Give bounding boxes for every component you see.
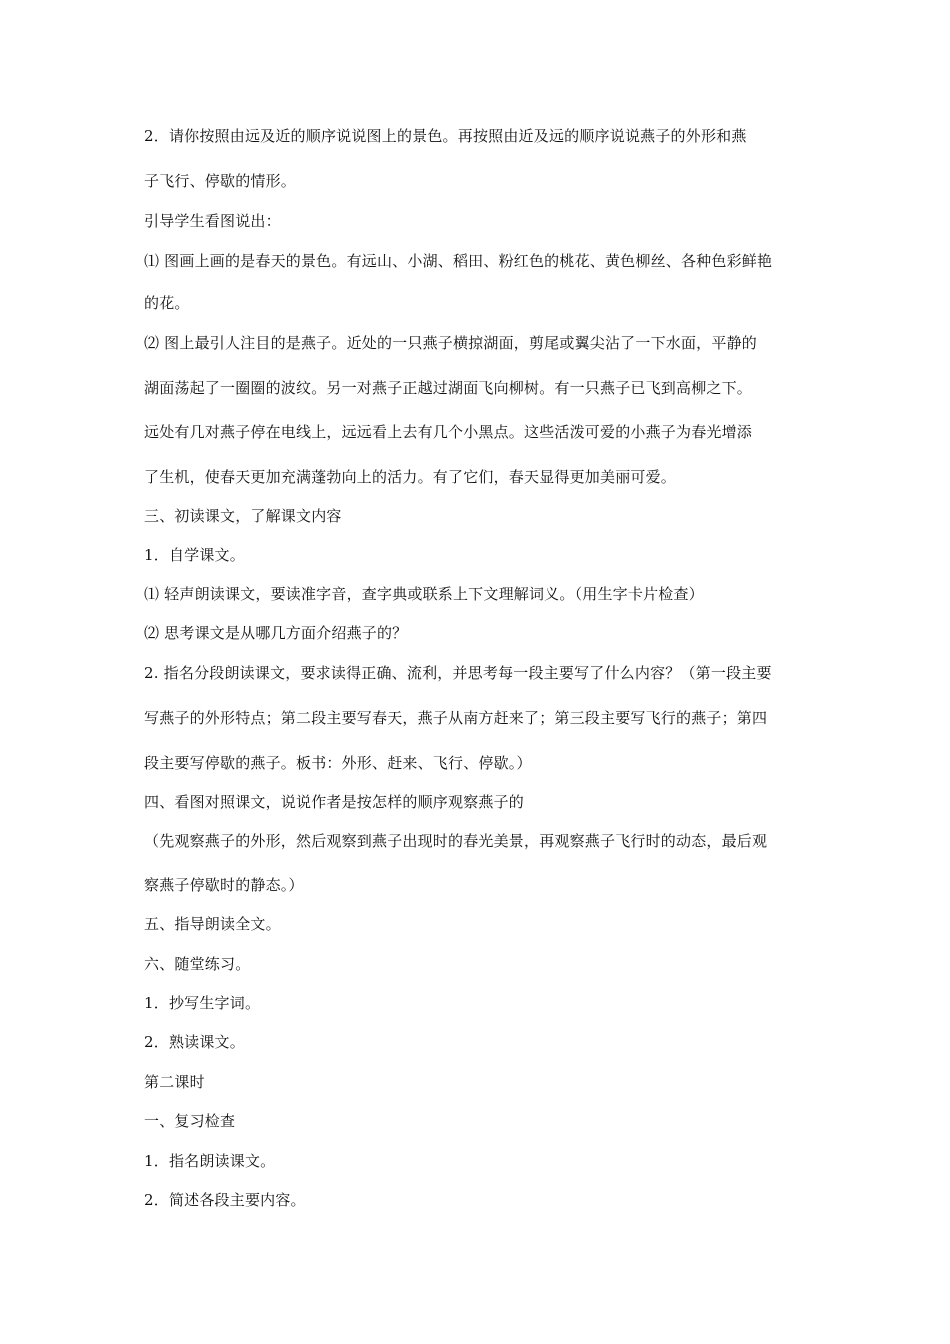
text-line: 引导学生看图说出： [144,212,281,230]
text-line: ⑵ 思考课文是从哪几方面介绍燕子的？ [144,624,408,642]
section-heading: 五、指导朗读全文。 [144,915,281,933]
text-line: 段主要写停歇的燕子。板书：外形、赶来、飞行、停歇。） [144,754,532,772]
text-line: 的花。 [144,294,190,312]
section-heading: 一、复习检查 [144,1112,236,1130]
text-line: 写燕子的外形特点；第二段主要写春天，燕子从南方赶来了；第三段主要写飞行的燕子；第四 [144,709,768,727]
text-line: ⑴ 轻声朗读课文，要读准字音，查字典或联系上下文理解词义。（用生字卡片检查） [144,585,704,603]
text-line: ⑴ 图画上画的是春天的景色。有远山、小湖、稻田、粉红色的桃花、黄色柳丝、各种色彩鲜艳 [144,252,773,270]
text-line: 1．自学课文。 [144,546,245,564]
text-line: 察燕子停歇时的静态。） [144,876,304,894]
section-heading: 三、初读课文，了解课文内容 [144,507,342,525]
text-line: 远处有几对燕子停在电线上，远远看上去有几个小黑点。这些活泼可爱的小燕子为春光增添 [144,423,753,441]
text-line: ⑵ 图上最引人注目的是燕子。近处的一只燕子横掠湖面，剪尾或翼尖沾了一下水面，平静的 [144,334,757,352]
text-line: 2．简述各段主要内容。 [144,1191,306,1209]
text-line: 1．指名朗读课文。 [144,1152,276,1170]
text-line: （先观察燕子的外形，然后观察到燕子出现时的春光美景，再观察燕子飞行时的动态，最后观 [144,832,768,850]
text-line: 1．抄写生字词。 [144,994,261,1012]
text-line: 湖面荡起了一圈圈的波纹。另一对燕子正越过湖面飞向柳树。有一只燕子已飞到高柳之下。 [144,379,753,397]
lesson-heading: 第二课时 [144,1073,205,1091]
text-line: 了生机，使春天更加充满蓬勃向上的活力。有了它们，春天显得更加美丽可爱。 [144,468,677,486]
section-heading: 六、随堂练习。 [144,955,251,973]
text-line: 2．请你按照由远及近的顺序说说图上的景色。再按照由近及远的顺序说说燕子的外形和燕 [144,127,747,145]
text-line: 2．熟读课文。 [144,1033,245,1051]
text-line: 2. 指名分段朗读课文，要求读得正确、流利，并思考每一段主要写了什么内容？（第一段主要 [144,664,772,682]
section-heading: 四、看图对照课文，说说作者是按怎样的顺序观察燕子的 [144,793,525,811]
text-line: 子飞行、停歇的情形。 [144,172,297,190]
